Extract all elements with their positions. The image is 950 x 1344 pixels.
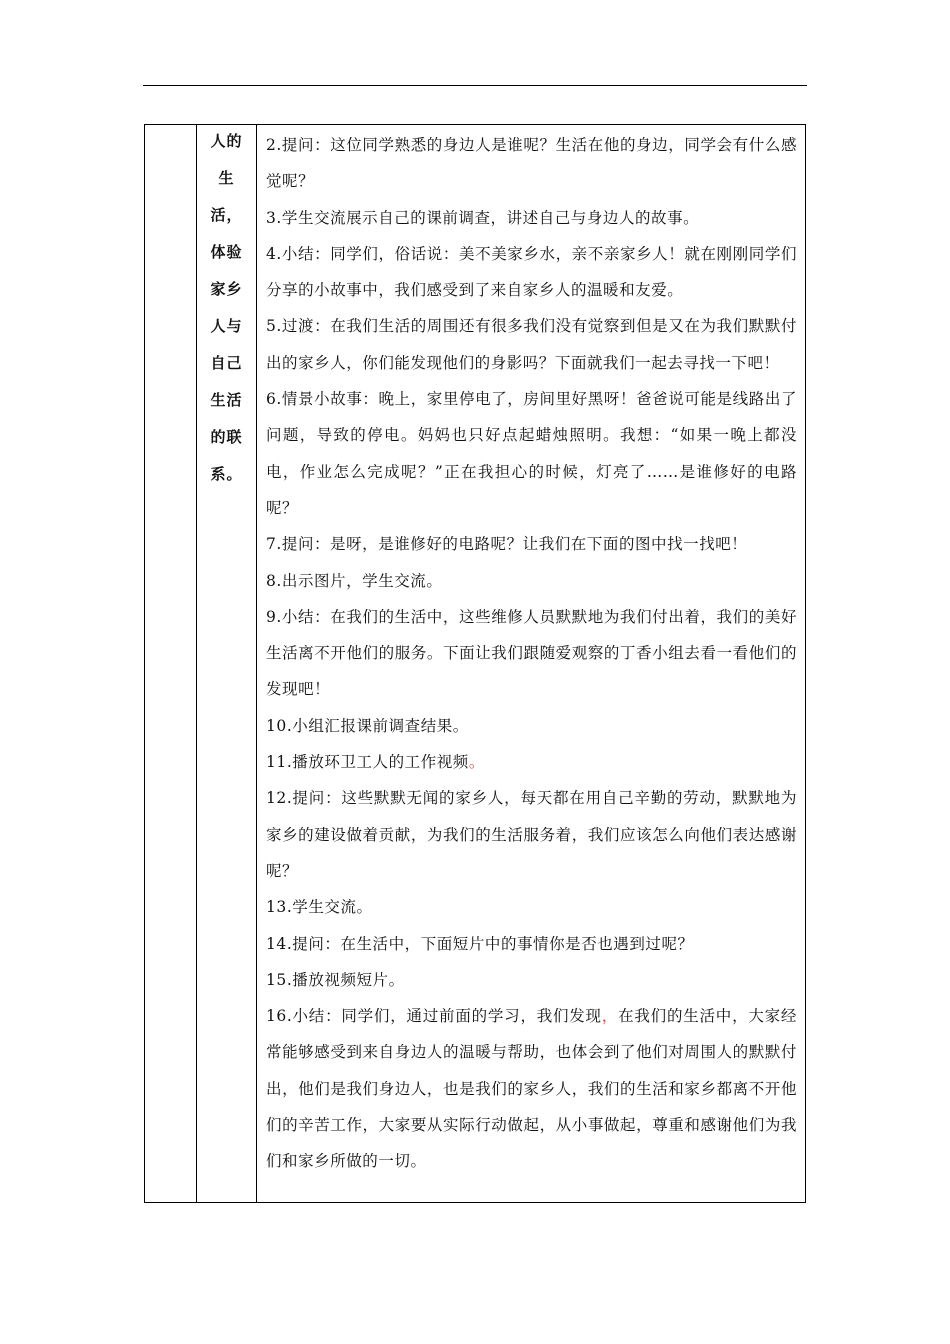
step-15-video: 15.播放视频短片。: [266, 970, 405, 989]
step-16-summary: [266, 998, 797, 1179]
step-6-story: 6.情景小故事：晚上，家里停电了，房间里好黑呀！爸爸说可能是线路出了问题，导致的停电。妈妈也只好点起蜡烛照明。我想：“如果一晚上都没电，作业怎么完成呢？”正在我担心的时候，灯亮了……是谁修好的电路呢？: [266, 390, 797, 517]
step-16-mark: ，: [601, 1007, 619, 1026]
goal-line: 家乡: [210, 280, 243, 298]
step-3-exchange: 3.学生交流展示自己的课前调查，讲述自己与身边人的故事。: [266, 208, 700, 227]
step-9-summary: 9.小结：在我们的生活中，这些维修人员默默地为我们付出着，我们的美好生活离不开他们的服务。下面让我们跟随爱观察的丁香小组去看一看他们的发现吧！: [266, 607, 797, 699]
process-column: [257, 125, 805, 1202]
step-5-transition: 5.过渡：在我们生活的周围还有很多我们没有觉察到但是又在为我们默默付出的家乡人，你们能发现他们的身影吗？下面就我们一起去寻找一下吧！: [266, 317, 797, 372]
blank-column: [145, 125, 197, 1202]
goal-line: 自己: [210, 354, 243, 372]
step-11-video: [266, 744, 797, 780]
step-7-question: 7.提问：是呀，是谁修好的电路呢？让我们在下面的图中找一找吧！: [266, 535, 748, 554]
goal-line: 体验: [210, 243, 243, 261]
goal-line: 生活: [210, 391, 243, 409]
header-rule: [143, 85, 807, 86]
goal-line: 系。: [210, 465, 243, 483]
step-10-report: 10.小组汇报课前调查结果。: [266, 716, 469, 735]
goal-line: 生: [218, 169, 235, 187]
step-12-question: 12.提问：这些默默无闻的家乡人，每天都在用自己辛勤的劳动，默默地为家乡的建设做着贡献，为我们的生活服务着，我们应该怎么向他们表达感谢呢？: [266, 789, 797, 880]
lesson-table: [144, 124, 806, 1203]
goal-line: 人与: [210, 317, 243, 335]
goal-line: 人的: [210, 132, 243, 150]
goal-line: 的联: [210, 428, 243, 446]
step-4-summary: 4.小结：同学们，俗话说：美不美家乡水，亲不亲家乡人！就在刚刚同学们分享的小故事中，我们感受到了来自家乡人的温暖和友爱。: [266, 244, 797, 300]
step-11-mark: 。: [468, 753, 485, 772]
step-11-text: 11.播放环卫工人的工作视频: [266, 753, 469, 772]
step-14-question: 14.提问：在生活中，下面短片中的事情你是否也遇到过呢？: [266, 934, 694, 953]
step-16-text-end: 在我们的生活中，大家经常能够感受到来自身边人的温暖与帮助，也体会到了他们对周围人的默默付出，他们是我们身边人，也是我们的家乡人，我们的生活和家乡都离不开他们的辛苦工作，大家要从实际行动做起，从小事做起，尊重和感谢他们为我们和家乡所做的一切。: [266, 1007, 797, 1171]
goal-column: [197, 125, 257, 1202]
goal-line: 活，: [210, 206, 243, 224]
step-16-text-start: 16.小结：同学们，通过前面的学习，我们发现: [266, 1007, 602, 1026]
step-2-question: 2.提问：这位同学熟悉的身边人是谁呢？生活在他的身边，同学会有什么感觉呢？: [266, 136, 797, 191]
step-8-pictures: 8.出示图片，学生交流。: [266, 571, 443, 590]
step-13-exchange: 13.学生交流。: [266, 898, 373, 917]
